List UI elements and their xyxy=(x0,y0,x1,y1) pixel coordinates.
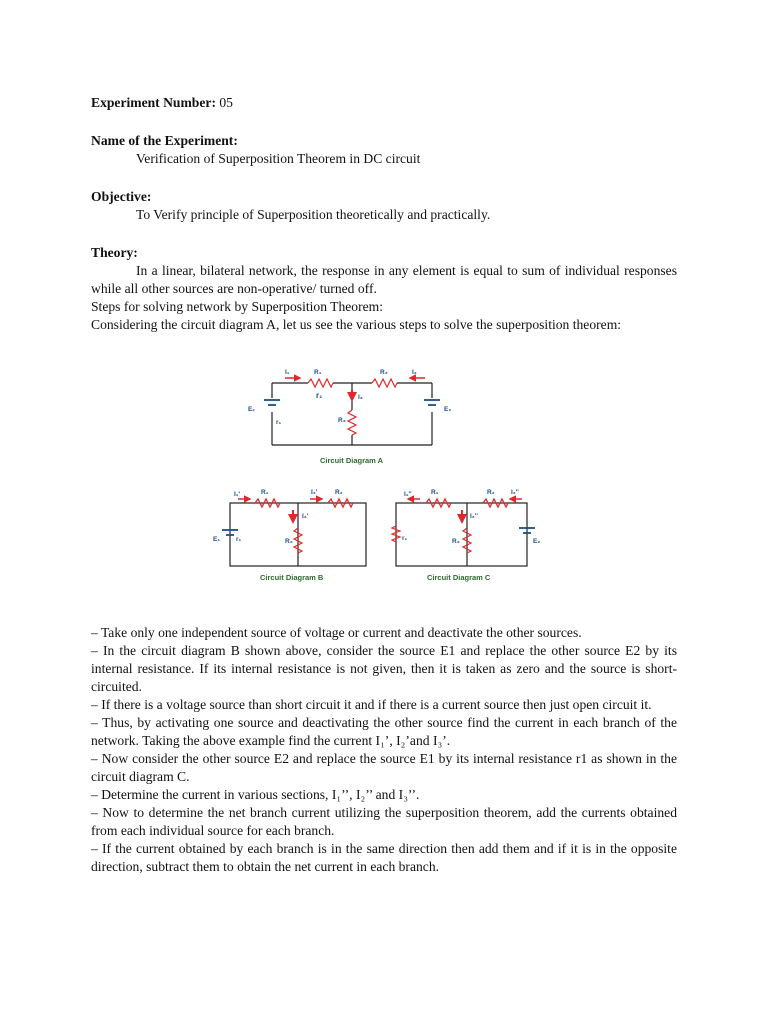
label-b-e1: E₁ xyxy=(213,536,221,543)
theory-paragraph-1: In a linear, bilateral network, the response in any element is equal to sum of individual responses while all other sources are non-operative/ turned off. xyxy=(91,263,677,296)
label-b-r1-internal: r₁ xyxy=(236,536,242,543)
step-item: – Determine the current in various sections, I₁’’, I₂’’ and I₃’’. xyxy=(91,787,420,802)
label-b-i1: I₁' xyxy=(234,491,241,498)
label-b-i3: I₃' xyxy=(302,513,309,520)
objective-value: To Verify principle of Superposition theoretically and practically. xyxy=(136,207,491,222)
label-c-r2: R₂ xyxy=(487,489,495,496)
label-c-i2: I₂'' xyxy=(511,489,519,496)
step-item: – Thus, by activating one source and deactivating the other source find the current in each branch of the network. Taking the above example find the current I₁’, I₂’and I₃’. xyxy=(91,715,677,748)
caption-diagram-a: Circuit Diagram A xyxy=(320,456,384,465)
circuit-diagram-c xyxy=(392,499,535,566)
label-a-e1: E₁ xyxy=(248,406,256,413)
circuit-c-labels xyxy=(402,489,540,545)
label-c-r1: R₁ xyxy=(431,489,439,496)
label-a-i1: I₁ xyxy=(285,369,290,376)
objective-label: Objective: xyxy=(91,189,152,204)
experiment-name-value: Verification of Superposition Theorem in DC circuit xyxy=(136,151,421,166)
label-a-r1-internal: r₁ xyxy=(276,419,282,426)
label-b-i2: I₂' xyxy=(311,489,318,496)
label-a-r1-small: r₁ xyxy=(316,391,323,400)
label-a-i3: I₃ xyxy=(358,394,363,401)
label-c-i1: I₁'' xyxy=(404,491,412,498)
theory-paragraph-3: Considering the circuit diagram A, let us see the various steps to solve the superposition theorem: xyxy=(91,317,622,332)
step-item: – If there is a voltage source than short circuit it and if there is a current source then just open circuit it. xyxy=(91,697,652,712)
circuit-diagram-a xyxy=(264,379,440,445)
steps-list xyxy=(91,624,677,876)
step-item: – Now consider the other source E2 and replace the source E1 by its internal resistance r1 as shown in the circuit diagram C. xyxy=(91,751,677,784)
experiment-number-label: Experiment Number: xyxy=(91,95,216,110)
experiment-number-value: 05 xyxy=(215,95,233,110)
label-c-r3: R₃ xyxy=(452,538,460,545)
label-a-i2: I₂ xyxy=(412,369,417,376)
theory-paragraph-2: Steps for solving network by Superposition Theorem: xyxy=(91,299,383,314)
label-c-r1-internal: r₁ xyxy=(402,535,408,542)
circuit-diagram-b xyxy=(222,499,366,566)
label-a-r1: R₁ xyxy=(314,369,322,376)
label-a-r3: R₃ xyxy=(338,417,346,424)
label-b-r3: R₃ xyxy=(285,538,293,545)
label-c-e2: E₂ xyxy=(533,538,541,545)
label-a-r2: R₂ xyxy=(380,369,388,376)
caption-diagram-c: Circuit Diagram C xyxy=(427,573,491,582)
label-a-e2: E₂ xyxy=(444,406,452,413)
label-b-r1: R₁ xyxy=(261,489,269,496)
step-item: – Now to determine the net branch current utilizing the superposition theorem, add the currents obtained from each individual source for each branch. xyxy=(91,805,677,838)
experiment-name-label: Name of the Experiment: xyxy=(91,133,238,148)
theory-label: Theory: xyxy=(91,245,138,260)
step-item: – In the circuit diagram B shown above, consider the source E1 and replace the other source E2 by its internal resistance. If its internal resistance is not given, then it is taken as zero and the source is short-circuited. xyxy=(91,643,677,694)
caption-diagram-b: Circuit Diagram B xyxy=(260,573,324,582)
step-item: – If the current obtained by each branch is in the same direction then add them and if it is in the opposite direction, subtract them to obtain the net current in each branch. xyxy=(91,841,677,874)
label-c-i3: I₃'' xyxy=(470,513,478,520)
step-item: – Take only one independent source of voltage or current and deactivate the other sources. xyxy=(91,625,582,640)
label-b-r2: R₂ xyxy=(335,489,343,496)
circuit-b-labels xyxy=(213,489,343,545)
